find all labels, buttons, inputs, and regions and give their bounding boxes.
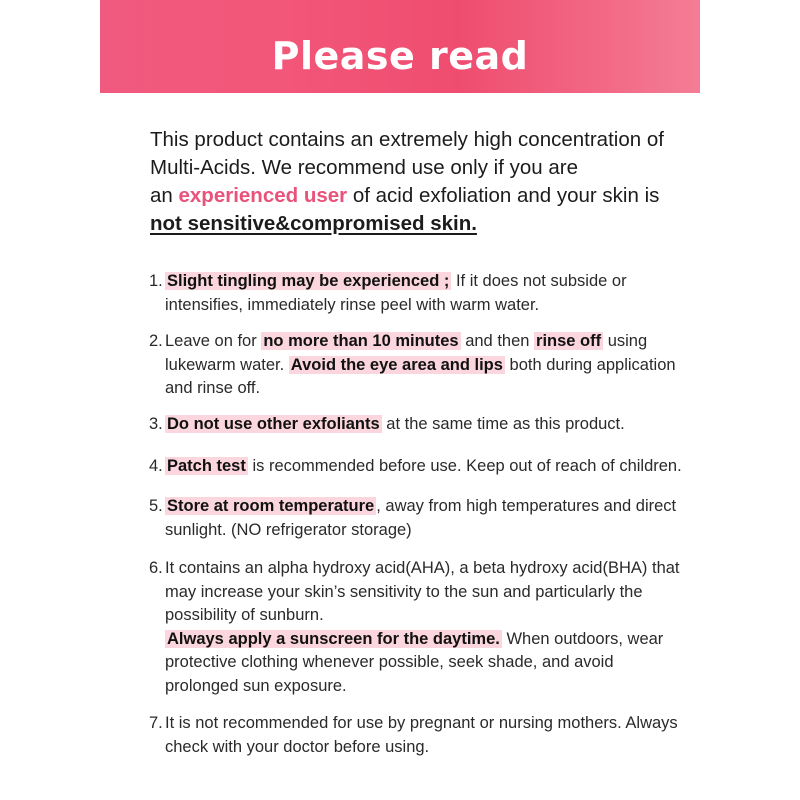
item-highlight: Patch test [167, 457, 246, 475]
list-item-5 [149, 495, 684, 542]
item-number: 7. [149, 714, 163, 732]
item-text: Leave on for [165, 332, 262, 350]
list-item-2 [149, 330, 684, 401]
sensitive-skin-warning: not sensitive&compromised skin. [150, 212, 477, 235]
list-item-1 [149, 270, 684, 317]
item-highlight: no more than 10 minutes [263, 332, 459, 350]
item-text: It contains an alpha hydroxy acid(AHA), a beta hydroxy acid(BHA) that may increase your skin’s sensitivity to the sun and particularly the possibility of sunburn. [165, 559, 680, 624]
item-highlight: Always apply a sunscreen for the daytime. [167, 629, 500, 648]
list-item-3 [149, 413, 684, 437]
intro-line-1: This product contains an extremely high concentration of [150, 128, 664, 151]
item-highlight: Slight tingling may be experienced ; [167, 272, 450, 290]
item-text: using lukewarm water. [165, 332, 648, 374]
experienced-user-highlight: experienced user [178, 184, 348, 207]
notice-panel [100, 0, 700, 800]
item-text: It is not recommended for use by pregnant or nursing mothers. Always check with your doctor before using. [165, 714, 678, 756]
item-number: 1. [149, 272, 163, 290]
intro-paragraph [150, 126, 680, 238]
item-text: and then [460, 332, 535, 350]
intro-line-3 [150, 182, 680, 210]
item-highlight: Avoid the eye area and lips [290, 355, 503, 374]
item-number: 4. [149, 457, 163, 475]
intro-line-3-pre: an [150, 184, 179, 207]
item-highlight: Do not use other exfoliants [167, 415, 380, 433]
intro-line-3-post: of acid exfoliation and your skin is [347, 184, 660, 207]
item-text: When outdoors, wear protective clothing whenever possible, seek shade, and avoid prolonged sun exposure. [165, 629, 664, 695]
banner-title: Please read [271, 34, 529, 78]
item-text: is recommended before use. Keep out of reach of children. [247, 457, 682, 475]
item-text: at the same time as this product. [381, 415, 625, 433]
item-number: 2. [149, 332, 163, 350]
item-highlight: rinse off [536, 332, 602, 350]
item-text: both during application and rinse off. [165, 355, 676, 397]
list-item-4 [149, 455, 684, 479]
list-item-6 [149, 557, 684, 698]
item-text: If it does not subside or intensifies, immediately rinse peel with warm water. [165, 272, 627, 314]
item-highlight: Store at room temperature [167, 497, 375, 515]
item-number: 5. [149, 497, 163, 515]
item-text: , away from high temperatures and direct sunlight. (NO refrigerator storage) [165, 497, 677, 539]
header-banner [100, 0, 700, 93]
list-item-7 [149, 712, 684, 759]
intro-line-2: Multi-Acids. We recommend use only if you are [150, 156, 579, 179]
item-number: 3. [149, 415, 163, 433]
item-number: 6. [149, 559, 163, 577]
